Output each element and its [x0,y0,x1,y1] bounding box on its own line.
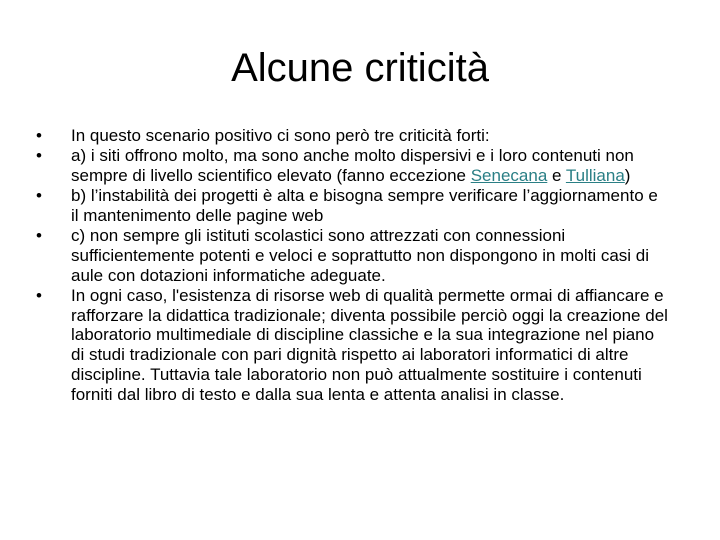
bullet-item-intro [36,126,668,146]
slide-title: Alcune criticità [231,46,489,90]
bullet-marker: • [36,286,42,305]
bullet-marker: • [36,146,42,166]
bullet-item-b [36,186,668,225]
bullet-text-middle: e [547,166,566,185]
bullet-item-c [36,226,668,285]
bullet-list [36,126,668,405]
bullet-text-before: a) i siti offrono molto, ma sono anche molto dispersivi e i loro contenuti non sempre di livello scientifico elevato (fanno eccezione [71,146,634,185]
bullet-text: In questo scenario positivo ci sono però tre criticità forti: [71,126,490,145]
link-tulliana[interactable]: Tulliana [565,166,625,185]
bullet-marker: • [36,126,42,145]
bullet-text-after: ) [624,166,631,185]
bullet-text: b) l’instabilità dei progetti è alta e bisogna sempre verificare l’aggiornamento e il mantenimento delle pagine web [71,186,658,225]
bullet-text: c) non sempre gli istituti scolastici sono attrezzati con connessioni sufficientemente potenti e veloci e soprattutto non dispongono in molti casi di aule con dotazioni informatiche adeguate. [71,226,650,285]
bullet-item-conclusion [36,286,668,404]
bullet-marker: • [36,226,42,246]
link-senecana[interactable]: Senecana [470,166,548,185]
bullet-marker: • [36,186,42,206]
bullet-text: In ogni caso, l'esistenza di risorse web di qualità permette ormai di affiancare e rafforzare la didattica tradizionale; diventa possibile perciò oggi la creazione del laboratorio multimediale di discipline classiche e la sua integrazione nel piano di studi tradizionale con pari dignità rispetto ai laboratori informatici di altre discipline. Tuttavia tale laboratorio non può attualmente sostituire i contenuti forniti dal libro di testo e dalla sua lenta e attenta analisi in classe. [71,286,668,404]
bullet-item-a [36,146,668,185]
